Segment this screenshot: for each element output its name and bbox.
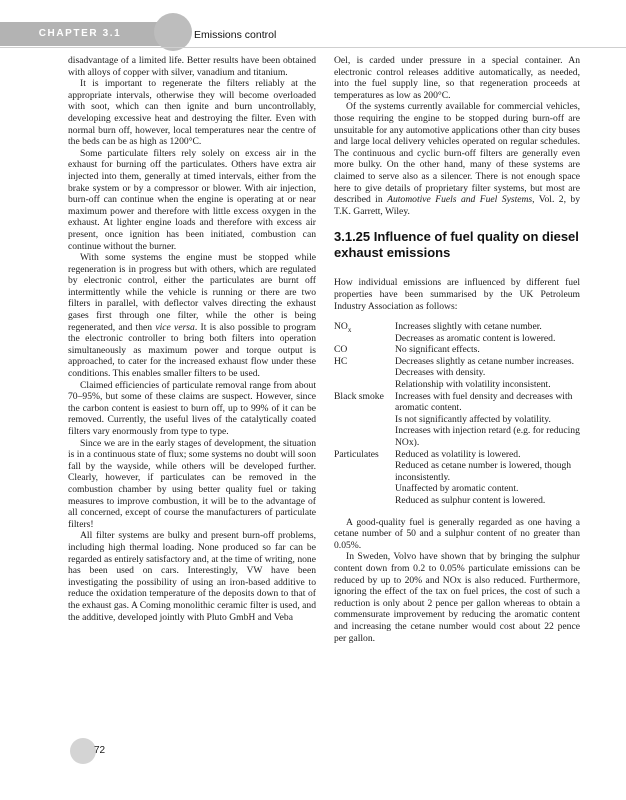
paragraph: disadvantage of a limited life. Better results have been obtained with alloys of copper with silver, vanadium and titanium. <box>68 55 316 78</box>
header-circle-decoration <box>154 13 192 51</box>
table-value: Increases with injection retard (e.g. for reducing NOx). <box>395 425 580 449</box>
paragraph: Claimed efficiencies of particulate removal range from about 70–95%, but some of these claims are suspect. However, since the carbon content is easiest to burn off, up to 99% of it can be removed. Currently, the useful lives of the catalytically coated filters vary enormously from type to type. <box>68 379 316 437</box>
left-column <box>68 55 316 623</box>
paragraph: A good-quality fuel is generally regarded as one having a cetane number of 50 and a sulphur content of no greater than 0.05%. <box>334 516 580 551</box>
chapter-title: Emissions control <box>194 29 277 41</box>
paragraph <box>68 252 316 380</box>
table-value: Increases slightly with cetane number. <box>395 321 542 333</box>
chapter-label: CHAPTER 3.1 <box>38 28 122 39</box>
paragraph-text: Of the systems currently available for commercial vehicles, those requiring the engine to be stopped during burn-off are unsuitable for any automotive applications other than city buses and large local delivery vehicles operated on regular schedules. The continuous and cyclic burn-off filters are generally even more bulky. On the other hand, many of these systems are claimed to serve also as a silencer. There is not enough space here to give details of proprietary filter systems, but most are described in <box>334 101 580 206</box>
table-key: CO <box>334 344 348 356</box>
paragraph: In Sweden, Volvo have shown that by bringing the sulphur content down from 0.2 to 0.05% particulate emissions can be reduced by up to 20% and NOx is also reduced. Furthermore, ignoring the effect of the tax on fuel prices, the cost of such a reduction is only about 2 pence per gallon whereas to obtain a commensurate improvement by reducing the aromatic content and increasing the cetane number would cost about 22 pence per gallon. <box>334 551 580 644</box>
paragraph: Oel, is carded under pressure in a special container. An electronic control releases additive automatically, as needed, into the fuel supply line, so that regeneration proceeds at temperatures as low as 200°C. <box>334 55 580 101</box>
table-value: Reduced as sulphur content is lowered. <box>395 495 546 506</box>
table-value: Unaffected by aromatic content. <box>395 483 519 495</box>
paragraph: How individual emissions are influenced by different fuel properties have been summarised by the UK Petroleum Industry Association as follows: <box>334 277 580 312</box>
paragraph: It is important to regenerate the filters reliably at the appropriate intervals, otherwise they will become overloaded with soot, which can then ignite and burn uncontrollably, developing excessive heat and destroying the filter. Even with normal burn off, however, local temperatures near the centre of the beds can be as high as 1200°C. <box>68 78 316 148</box>
table-value: Reduced as volatility is lowered. <box>395 448 521 460</box>
paragraph <box>334 101 580 217</box>
paragraph: Some particulate filters rely solely on excess air in the exhaust for burning off the particulates. Others have extra air injected into them, generally at timed intervals, either from the brake system or by a compressor or blower. With air injection, burn-off can continue when the engine is operating at or near maximum power and therefore with little excess oxygen in the exhaust. At lighter engine loads and therefore with excess air present, once ignition has been initiated, combustion can continue without the burner. <box>68 147 316 252</box>
table-value: Reduced as cetane number is lowered, though inconsistently. <box>395 460 572 483</box>
paragraph-text: . It is also possible to program the electronic controller to bring both filters into operation simultaneously as maximum power and torque output is approached, to cater for the increased exhaust flow under these conditions. This enables smaller filters to be used. <box>68 321 316 380</box>
table-values <box>395 344 580 356</box>
table-values <box>395 449 580 507</box>
table-row <box>334 391 580 449</box>
page-number: 72 <box>94 745 106 756</box>
table-row <box>334 321 580 344</box>
paragraph-text: With some systems the engine must be stopped while regeneration is in progress but with others, which are regulated by electronic control, either the particulates are burnt off intermittently while the vehicle is running or there are two filters in parallel, with deflector valves directing the exhaust gases first through one filter, while the other is being regenerated, and then <box>68 252 316 333</box>
table-row <box>334 344 580 356</box>
book-title: Automotive Fuels and Fuel Systems <box>387 194 533 206</box>
table-value: Increases with fuel density and decreases with aromatic content. <box>395 390 573 414</box>
table-value: Decreases with density. <box>395 367 486 379</box>
table-key: $NO_x$ <box>334 321 352 334</box>
table-value: No significant effects. <box>395 344 480 356</box>
table-row <box>334 356 580 391</box>
table-key: Particulates <box>334 448 379 460</box>
paragraph-text: , Vol. 2, by T.K. Garrett, Wiley. <box>334 194 581 217</box>
table-values <box>395 356 580 391</box>
table-value: Is not significantly affected by volatility. <box>395 413 551 425</box>
header-rule <box>0 47 626 48</box>
emissions-table <box>334 321 580 507</box>
table-value: Decreases as aromatic content is lowered. <box>395 332 556 344</box>
table-key: HC <box>334 355 348 367</box>
italic-text: vice versa <box>155 321 195 333</box>
table-row <box>334 449 580 507</box>
table-values <box>395 391 580 449</box>
section-heading: 3.1.25 Influence of fuel quality on diesel exhaust emissions <box>334 229 579 261</box>
right-column <box>334 55 580 644</box>
paragraph: Since we are in the early stages of development, the situation is in a continuous state of flux; some systems no doubt will soon fall by the wayside, while others will be developed further. Clearly, however, if particulates can be removed in the combustion chamber by using better quality fuel or taking measures to improve combustion, it will be to the advantage of all concerned, except of course the manufacturers of particulate filters! <box>68 437 316 530</box>
table-value: Decreases slightly as cetane number increases. <box>395 355 575 367</box>
table-key: Black smoke <box>334 390 384 402</box>
table-values <box>395 321 580 344</box>
table-value: Relationship with volatility inconsistent. <box>395 379 551 391</box>
page-number-circle <box>70 738 96 764</box>
paragraph: All filter systems are bulky and present burn-off problems, including high thermal loading. None produced so far can be regarded as entirely satisfactory and, at the time of writing, none has been used on cars. Interestingly, VW have been investigating the possibility of using an iron-based additive to reduce the oxidation temperature of the deposits down to that of the exhaust gas. A Coming monolithic ceramic filter is used, and the additive, developed jointly with Pluto GmbH and Veba <box>68 530 316 623</box>
